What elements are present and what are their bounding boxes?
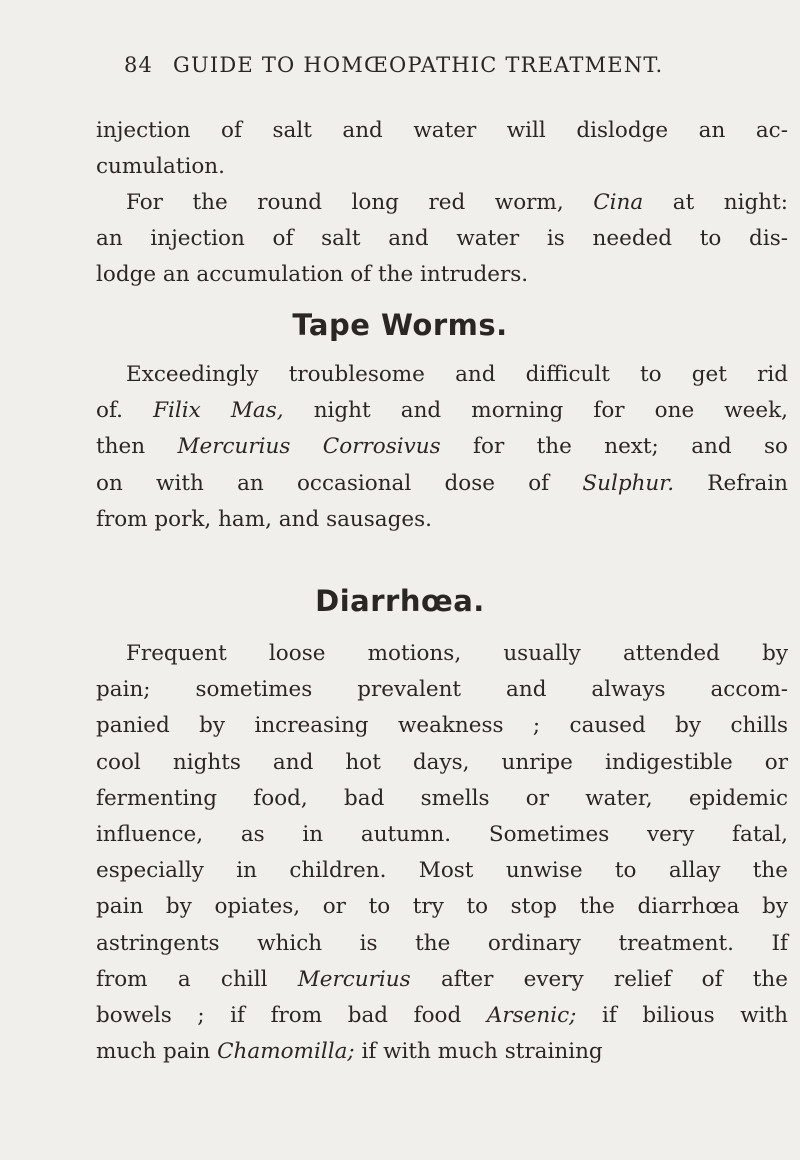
text-line: cool nights and hot days, unripe indigestible or [96,749,788,775]
text-line: especially in children. Most unwise to allay the [96,858,788,884]
remedy-name: Arsenic; [486,1003,577,1029]
text-line: on with an occasional dose of Sulphur. Refrain [96,470,788,496]
text-line: astringents which is the ordinary treatment. If [96,930,788,956]
remedy-name: Cina [593,190,644,215]
remedy-name: Mercurius [297,966,411,992]
section-heading-tape-worms: Tape Worms. [292,308,508,342]
paragraph-round-worm [96,185,788,294]
text-line: from pork, ham, and sausages. [96,506,432,532]
remedy-name: Chamomilla; [217,1039,355,1065]
text-line: then Mercurius Corrosivus for the next; and so [96,434,788,460]
text-line: an injection of salt and water is needed to dis- [96,226,788,252]
paragraph-continuation [96,113,788,185]
text-line: lodge an accumulation of the intruders. [96,262,529,288]
section-heading-diarrhoea: Diarrhœa. [315,584,485,618]
paragraph-diarrhoea [96,636,788,1070]
text-line: injection of salt and water will dislodge an ac- [96,118,788,143]
text-line: panied by increasing weakness ; caused by chills [96,713,788,739]
text-line: of. Filix Mas, night and morning for one week, [96,398,788,424]
remedy-name: Sulphur. [582,470,675,496]
paragraph-tape-worms [96,357,788,538]
remedy-name: Filix Mas, [153,398,284,424]
running-title: GUIDE TO HOMŒOPATHIC TREATMENT. [173,53,664,77]
text-line: For the round long red worm, Cina at night: [126,190,788,215]
remedy-name: Mercurius Corrosivus [177,434,441,460]
text-line: pain by opiates, or to try to stop the diarrhœa by [96,894,788,920]
text-line: Frequent loose motions, usually attended by [126,641,788,666]
text-line: bowels ; if from bad food Arsenic; if bilious with [96,1003,788,1029]
text-line: pain; sometimes prevalent and always accom- [96,677,788,703]
text-line: cumulation. [96,154,225,180]
text-line: fermenting food, bad smells or water, epidemic [96,785,788,811]
text-line: from a chill Mercurius after every relief of the [96,966,789,992]
text-line: influence, as in autumn. Sometimes very fatal, [96,822,788,848]
running-head [124,53,744,83]
page-number: 84 [124,53,154,77]
text-line: much pain Chamomilla; if with much straining [96,1039,603,1065]
text-line: Exceedingly troublesome and difficult to get rid [126,362,788,387]
